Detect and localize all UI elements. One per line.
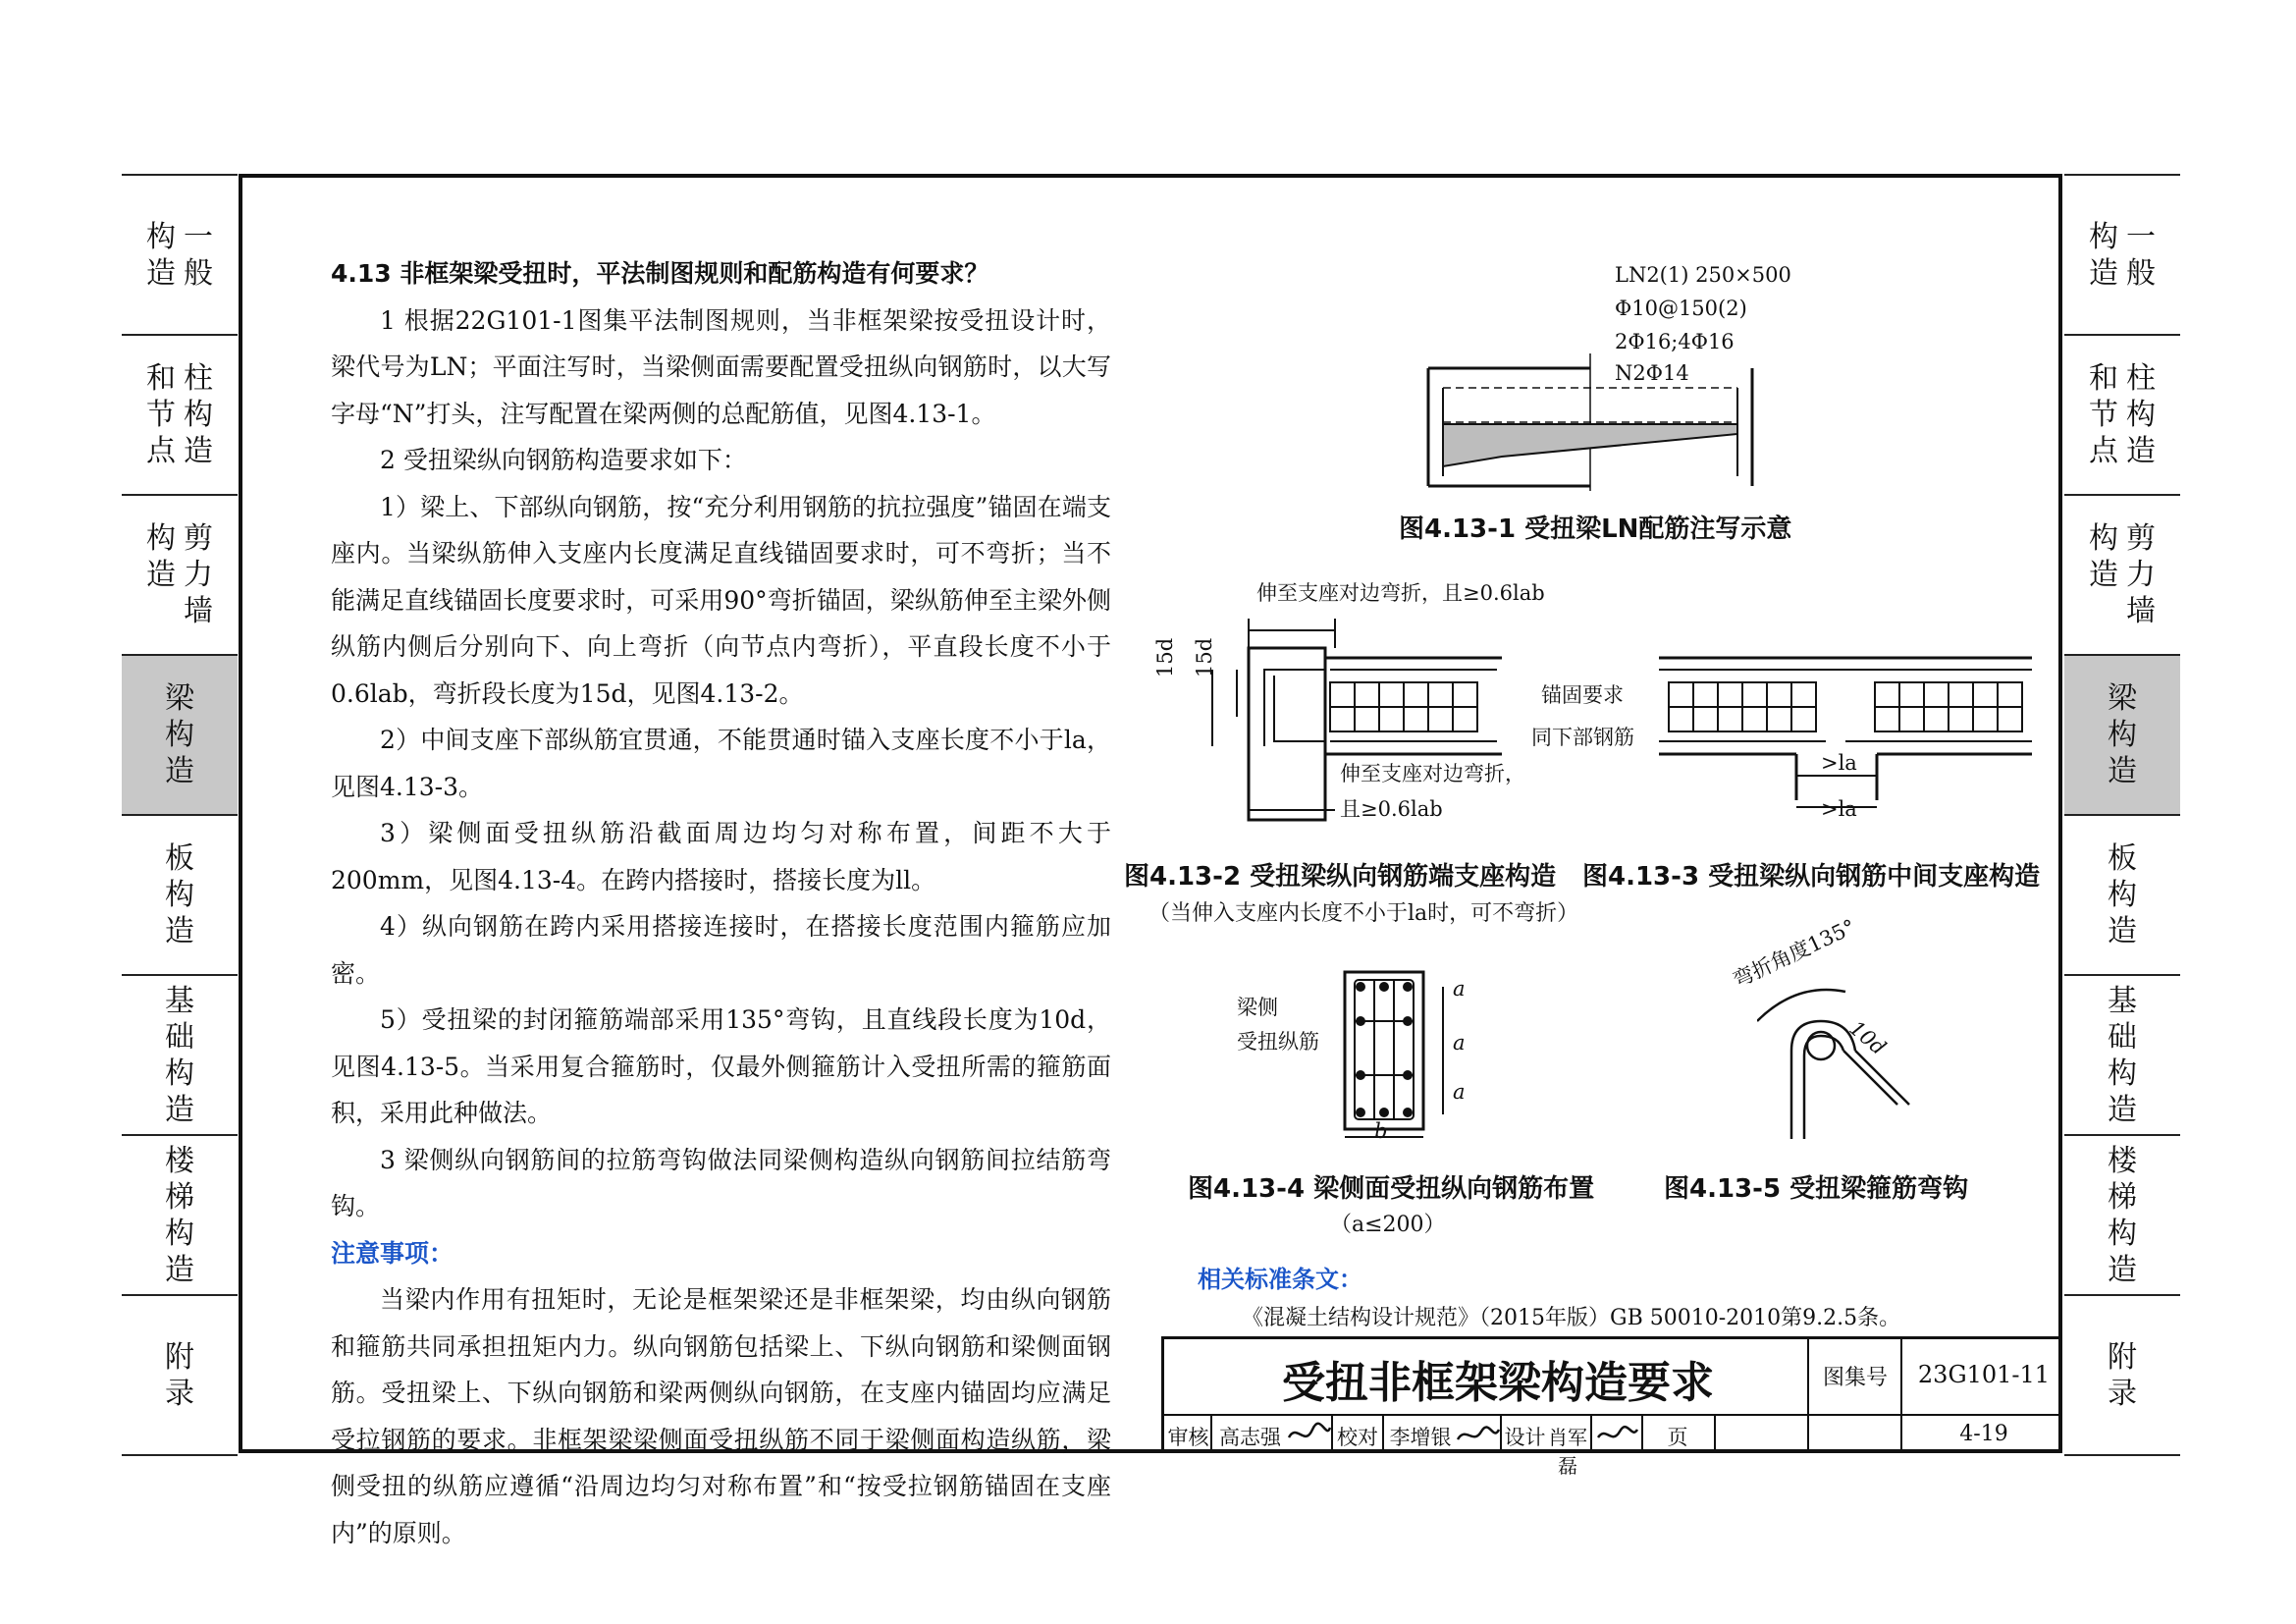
nav-tab-general[interactable] xyxy=(122,174,238,334)
nav-tab-label: 剪 力 墙 xyxy=(184,521,213,628)
designer-signature xyxy=(1596,1418,1639,1451)
standard-body: 《混凝土结构设计规范》（2015年版）GB 50010-2010第9.2.5条。 xyxy=(1242,1306,1901,1330)
fig3-caption: 图4.13-3 受扭梁纵向钢筋中间支座构造 xyxy=(1582,862,2041,892)
nav-tab-label: 楼 梯 构 造 xyxy=(2108,1143,2137,1287)
paragraph-8: 3 梁侧纵向钢筋间的拉筋弯钩做法同梁侧构造纵向钢筋间拉结筋弯钩。 xyxy=(331,1145,1111,1220)
nav-tab-column[interactable] xyxy=(122,334,238,494)
paragraph-4: 2）中间支座下部纵筋宜贯通，不能贯通时锚入支座长度不小于la，见图4.13-3。 xyxy=(331,726,1111,801)
nav-tab-wall[interactable] xyxy=(2064,494,2180,654)
section-heading: 4.13 非框架梁受扭时，平法制图规则和配筋构造有何要求？ xyxy=(331,259,989,288)
reviewer-signature xyxy=(1287,1418,1331,1451)
fig2-subcaption: （当伸入支座内长度不小于la时，可不弯折） xyxy=(1148,901,1579,926)
reviewer-name: 高志强 xyxy=(1219,1426,1281,1449)
page-label: 页 xyxy=(1667,1426,1688,1449)
nav-tab-foundation[interactable] xyxy=(2064,974,2180,1134)
nav-tab-slab[interactable] xyxy=(2064,814,2180,974)
note-title: 注意事项： xyxy=(331,1238,454,1268)
atlas-no: 23G101-11 xyxy=(1917,1361,2051,1388)
nav-tab-label: 剪 力 墙 xyxy=(2126,521,2156,628)
fig4-label-1: 梁侧 xyxy=(1237,996,1278,1019)
figure-4-13-5-drawing xyxy=(1757,982,1953,1149)
nav-tab-appendix[interactable] xyxy=(122,1294,238,1454)
fig2-label-bottom-2: 且≥0.6lab xyxy=(1340,797,1443,821)
nav-tab-label: 构 造 xyxy=(2089,219,2118,291)
fig4-subcaption: （a≤200） xyxy=(1330,1213,1446,1237)
fig4-dim-a-1: a xyxy=(1453,977,1466,1001)
page-number: 4-19 xyxy=(1959,1422,2008,1446)
fig4-caption: 图4.13-4 梁侧面受扭纵向钢筋布置 xyxy=(1188,1174,1595,1204)
nav-tab-label: 一 般 xyxy=(184,219,213,291)
nav-tab-label: 构 造 xyxy=(2089,521,2118,592)
paragraph-5: 3）梁侧面受扭纵筋沿截面周边均匀对称布置，间距不大于200mm，见图4.13-4。在跨内搭接时，搭接长度为ll。 xyxy=(331,819,1111,894)
fig2-dim-15d-outer: 15d xyxy=(1153,637,1177,677)
nav-tab-general[interactable] xyxy=(2064,174,2180,334)
title-block xyxy=(1161,1336,2062,1478)
nav-tab-stair[interactable] xyxy=(2064,1134,2180,1294)
nav-tab-label: 和 节 点 xyxy=(146,361,176,468)
fig5-caption: 图4.13-5 受扭梁箍筋弯钩 xyxy=(1664,1174,1969,1204)
nav-tab-label: 附 录 xyxy=(2108,1339,2137,1411)
fig2-dim-15d-inner: 15d xyxy=(1193,637,1216,677)
nav-tab-label: 柱 构 造 xyxy=(184,361,213,468)
fig1-annotation-4: N2Φ14 xyxy=(1615,361,1689,385)
fig5-dim-10d: 10d xyxy=(1844,1016,1891,1060)
fig5-label-angle: 弯折角度135° xyxy=(1729,914,1859,993)
nav-tab-label: 板 构 造 xyxy=(165,841,194,948)
nav-tab-label: 梁 构 造 xyxy=(2108,681,2137,788)
nav-tab-beam[interactable] xyxy=(2064,654,2180,814)
nav-tab-label: 附 录 xyxy=(165,1339,194,1411)
fig1-annotation-2: Φ10@150(2) xyxy=(1615,297,1747,320)
fig4-dim-a-3: a xyxy=(1453,1080,1466,1104)
fig4-dim-a-2: a xyxy=(1453,1031,1466,1055)
fig2-label-bottom-1: 伸至支座对边弯折， xyxy=(1340,762,1525,785)
fig1-caption: 图4.13-1 受扭梁LN配筋注写示意 xyxy=(1399,514,1792,544)
nav-tab-label: 构 造 xyxy=(146,521,176,592)
atlas-no-label: 图集号 xyxy=(1822,1366,1888,1390)
checker-signature xyxy=(1456,1418,1500,1451)
fig4-label-2: 受扭纵筋 xyxy=(1237,1030,1319,1054)
fig3-dim-la-2: >la xyxy=(1821,797,1857,821)
figure-4-13-3-drawing xyxy=(1649,628,2042,825)
nav-tab-wall[interactable] xyxy=(122,494,238,654)
paragraph-6: 4）纵向钢筋在跨内采用搭接连接时，在搭接长度范围内箍筋应加密。 xyxy=(331,912,1111,988)
nav-tab-label: 梁 构 造 xyxy=(165,681,194,788)
nav-tab-label: 和 节 点 xyxy=(2089,361,2118,468)
fig4-dim-b: b xyxy=(1374,1119,1388,1143)
nav-tabs-bottom-rule xyxy=(122,1454,238,1456)
nav-tab-foundation[interactable] xyxy=(122,974,238,1134)
nav-tab-label: 基 础 构 造 xyxy=(165,983,194,1127)
body-text xyxy=(331,250,1111,1556)
nav-tab-column[interactable] xyxy=(2064,334,2180,494)
checker-name: 李增银 xyxy=(1389,1426,1452,1449)
fig1-annotation-1: LN2(1) 250×500 xyxy=(1615,263,1791,287)
note-body: 当梁内作用有扭矩时，无论是框架梁还是非框架梁，均由纵向钢筋和箍筋共同承担扭矩内力。纵向钢筋包括梁上、下纵向钢筋和梁侧面钢筋。受扭梁上、下纵向钢筋和梁两侧纵向钢筋，在支座内锚固均应满足受拉钢筋的要求。非框架梁梁侧面受扭纵筋不同于梁侧面构造纵筋，梁侧受扭的纵筋应遵循“沿周边均匀对称布置”和“按受拉钢筋锚固在支座内”的原则。 xyxy=(331,1285,1111,1547)
nav-tab-stair[interactable] xyxy=(122,1134,238,1294)
check-label: 校对 xyxy=(1337,1426,1378,1449)
fig3-dim-la-1: >la xyxy=(1821,751,1857,775)
paragraph-7: 5）受扭梁的封闭箍筋端部采用135°弯钩，且直线段长度为10d，见图4.13-5。当采用复合箍筋时，仅最外侧箍筋计入受扭所需的箍筋面积，采用此种做法。 xyxy=(331,1005,1111,1127)
nav-tab-label: 一 般 xyxy=(2126,219,2156,291)
fig3-label-2: 同下部钢筋 xyxy=(1531,726,1634,749)
design-label: 设计 xyxy=(1504,1426,1546,1449)
fig2-label-top: 伸至支座对边弯折，且≥0.6lab xyxy=(1256,581,1545,605)
fig2-caption: 图4.13-2 受扭梁纵向钢筋端支座构造 xyxy=(1124,862,1557,892)
figure-4-13-4-drawing xyxy=(1306,952,1551,1149)
nav-tab-label: 板 构 造 xyxy=(2108,841,2137,948)
paragraph-1: 1 根据22G101-1图集平法制图规则，当非框架梁按受扭设计时，梁代号为LN；平面注写时，当梁侧面需要配置受扭纵向钢筋时，以大写字母“N”打头，注写配置在梁两侧的总配筋值，见图4.13-1。 xyxy=(331,305,1111,428)
nav-tab-label: 构 造 xyxy=(146,219,176,291)
nav-tabs-bottom-rule xyxy=(2064,1454,2180,1456)
designer-name: 肖军磊 xyxy=(1548,1426,1587,1478)
nav-tab-label: 基 础 构 造 xyxy=(2108,983,2137,1127)
fig1-annotation-3: 2Φ16;4Φ16 xyxy=(1615,330,1735,353)
review-label: 审核 xyxy=(1167,1426,1209,1449)
figure-4-13-1-drawing xyxy=(1414,255,1787,491)
paragraph-3: 1）梁上、下部纵向钢筋，按“充分利用钢筋的抗拉强度”锚固在端支座内。当梁纵筋伸入支座内长度满足直线锚固要求时，可不弯折；当不能满足直线锚固长度要求时，可采用90°弯折锚固，梁纵筋伸至主梁外侧纵筋内侧后分别向下、向上弯折（向节点内弯折），平直段长度不小于0.6lab，弯折段长度为15d，见图4.13-2。 xyxy=(331,492,1111,708)
nav-tab-slab[interactable] xyxy=(122,814,238,974)
nav-tab-beam[interactable] xyxy=(122,654,238,814)
nav-tab-appendix[interactable] xyxy=(2064,1294,2180,1454)
standard-title: 相关标准条文： xyxy=(1198,1266,1362,1293)
drawing-title: 受扭非框架梁构造要求 xyxy=(1282,1358,1714,1408)
nav-tab-label: 楼 梯 构 造 xyxy=(165,1143,194,1287)
nav-tab-label: 柱 构 造 xyxy=(2126,361,2156,468)
fig3-label-1: 锚固要求 xyxy=(1541,683,1624,707)
paragraph-2: 2 受扭梁纵向钢筋构造要求如下： xyxy=(380,446,747,474)
